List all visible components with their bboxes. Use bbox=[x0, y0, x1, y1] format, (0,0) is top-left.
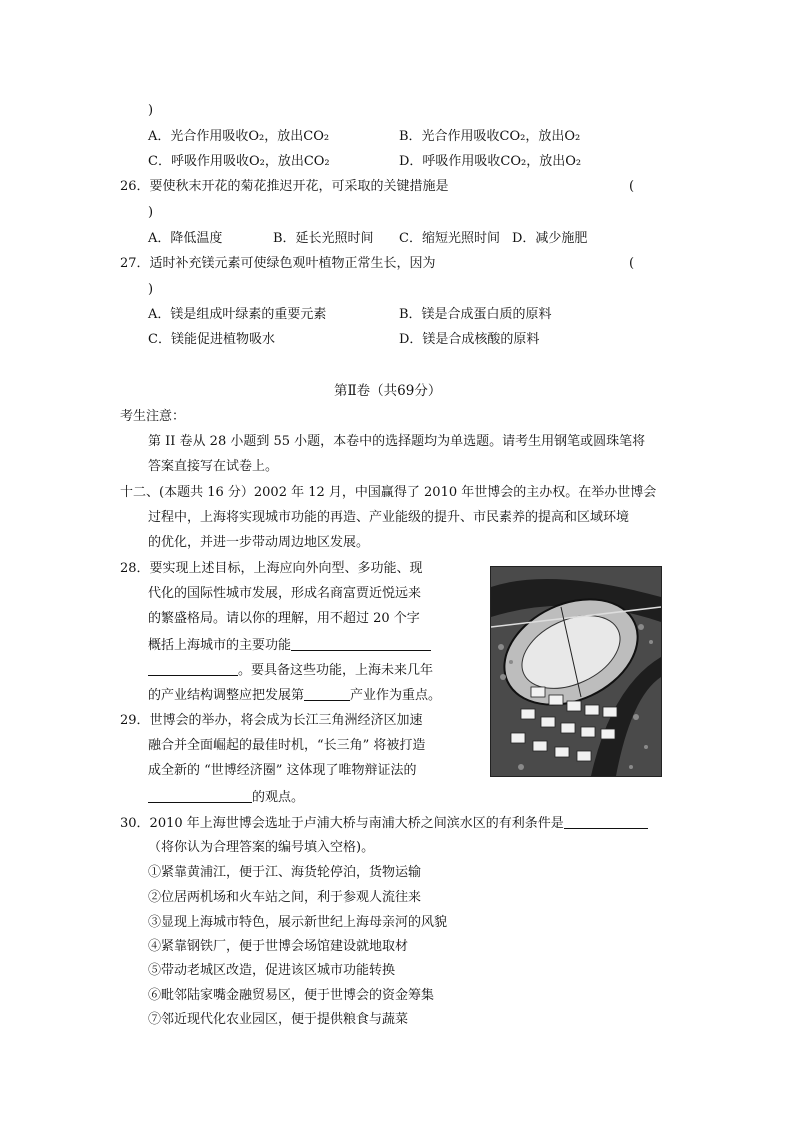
q30-option-1: ①紧靠黄浦江，便于江、海货轮停泊，货物运输 bbox=[148, 865, 422, 880]
q28-line-1: 28．要实现上述目标，上海应向外向型、多功能、现 bbox=[120, 561, 423, 576]
q25-option-c: C．呼吸作用吸收O₂，放出CO₂ bbox=[148, 154, 330, 169]
section12-line-1: 十二、(本题共 16 分）2002 年 12 月，中国赢得了 2010 年世博会的主办权。在举办世博会 bbox=[120, 485, 657, 500]
q28-line-2: 代化的国际性城市发展，形成名商富贾近悦远来 bbox=[148, 586, 422, 601]
notice-label: 考生注意： bbox=[120, 409, 186, 424]
q25-option-b: B．光合作用吸收CO₂，放出O₂ bbox=[399, 129, 581, 144]
q26-option-c: C．缩短光照时间 bbox=[399, 231, 500, 246]
q30-option-2: ②位居两机场和火车站之间，利于参观人流往来 bbox=[148, 890, 422, 905]
q30-stem bbox=[120, 814, 648, 833]
q30-option-3: ③显现上海城市特色，展示新世纪上海母亲河的风貌 bbox=[148, 915, 448, 930]
q30-option-7: ⑦邻近现代化农业园区，便于提供粮食与蔬菜 bbox=[148, 1012, 409, 1027]
q28-line-5-text: 。要具备这些功能，上海未来几年 bbox=[238, 663, 434, 678]
q27-stem: 27．适时补充镁元素可使绿色观叶植物正常生长，因为 bbox=[120, 256, 436, 271]
section12-line-3: 的优化，并进一步带动周边地区发展。 bbox=[148, 535, 370, 550]
q26-option-a: A．降低温度 bbox=[148, 231, 223, 246]
q28-answer-blank-2[interactable] bbox=[148, 661, 238, 676]
q26-paren-close: ) bbox=[148, 205, 154, 220]
q29-line-4 bbox=[148, 788, 304, 807]
q29-line-4-text: 的观点。 bbox=[252, 790, 305, 805]
q28-line-3: 的繁盛格局。请以你的理解，用不超过 20 个字 bbox=[148, 611, 420, 626]
q26-stem: 26．要使秋末开花的菊花推迟开花，可采取的关键措施是 bbox=[120, 179, 449, 194]
section12-line-2: 过程中，上海将实现城市功能的再造、产业能级的提升、市民素养的提高和区域环境 bbox=[148, 510, 630, 525]
q28-industry-blank[interactable] bbox=[304, 686, 350, 701]
expo-site-aerial-photo bbox=[490, 566, 662, 777]
q30-option-4: ④紧靠钢铁厂，便于世博会场馆建设就地取材 bbox=[148, 939, 409, 954]
q25-option-d: D．呼吸作用吸收CO₂，放出O₂ bbox=[399, 154, 582, 169]
q28-line-4-text: 概括上海城市的主要功能 bbox=[148, 638, 292, 653]
q27-paren-close: ) bbox=[148, 282, 154, 297]
q26-option-d: D．减少施肥 bbox=[512, 231, 588, 246]
q27-option-a: A．镁是组成叶绿素的重要元素 bbox=[148, 307, 327, 322]
q28-answer-blank-1[interactable] bbox=[291, 636, 431, 651]
q30-answer-blank[interactable] bbox=[564, 814, 648, 829]
q30-option-6: ⑥毗邻陆家嘴金融贸易区，便于世博会的资金筹集 bbox=[148, 988, 435, 1003]
notice-line-2: 答案直接写在试卷上。 bbox=[148, 459, 279, 474]
notice-line-1: 第 II 卷从 28 小题到 55 小题，本卷中的选择题均为单选题。请考生用钢笔或圆珠笔将 bbox=[148, 434, 646, 449]
q25-option-a: A．光合作用吸收O₂，放出CO₂ bbox=[148, 129, 330, 144]
q26-paren-open: ( bbox=[629, 179, 635, 194]
q27-option-d: D．镁是合成核酸的原料 bbox=[399, 332, 540, 347]
q28-line-5 bbox=[148, 661, 433, 680]
q28-line-6 bbox=[148, 686, 441, 705]
q28-line-6-head: 的产业结构调整应把发展第 bbox=[148, 688, 305, 703]
q29-line-3: 成全新的 “世博经济圈” 这体现了唯物辩证法的 bbox=[148, 763, 417, 778]
q25-paren-close: ) bbox=[148, 103, 154, 118]
q28-line-6-tail: 产业作为重点。 bbox=[350, 688, 442, 703]
q29-line-1: 29．世博会的举办，将会成为长江三角洲经济区加速 bbox=[120, 713, 423, 728]
q27-option-c: C．镁能促进植物吸水 bbox=[148, 332, 275, 347]
q29-answer-blank[interactable] bbox=[148, 788, 252, 803]
q30-hint: （将你认为合理答案的编号填入空格)。 bbox=[148, 840, 375, 855]
q29-line-2: 融合并全面崛起的最佳时机，“长三角” 将被打造 bbox=[148, 738, 426, 753]
q27-option-b: B．镁是合成蛋白质的原料 bbox=[399, 307, 552, 322]
q30-option-5: ⑤带动老城区改造，促进该区城市功能转换 bbox=[148, 963, 396, 978]
q28-line-4 bbox=[148, 636, 431, 655]
q27-paren-open: ( bbox=[629, 256, 635, 271]
q30-stem-text: 30．2010 年上海世博会选址于卢浦大桥与南浦大桥之间滨水区的有利条件是 bbox=[120, 816, 564, 831]
q26-option-b: B．延长光照时间 bbox=[273, 231, 374, 246]
part2-title: 第Ⅱ卷（共69分） bbox=[334, 383, 442, 399]
